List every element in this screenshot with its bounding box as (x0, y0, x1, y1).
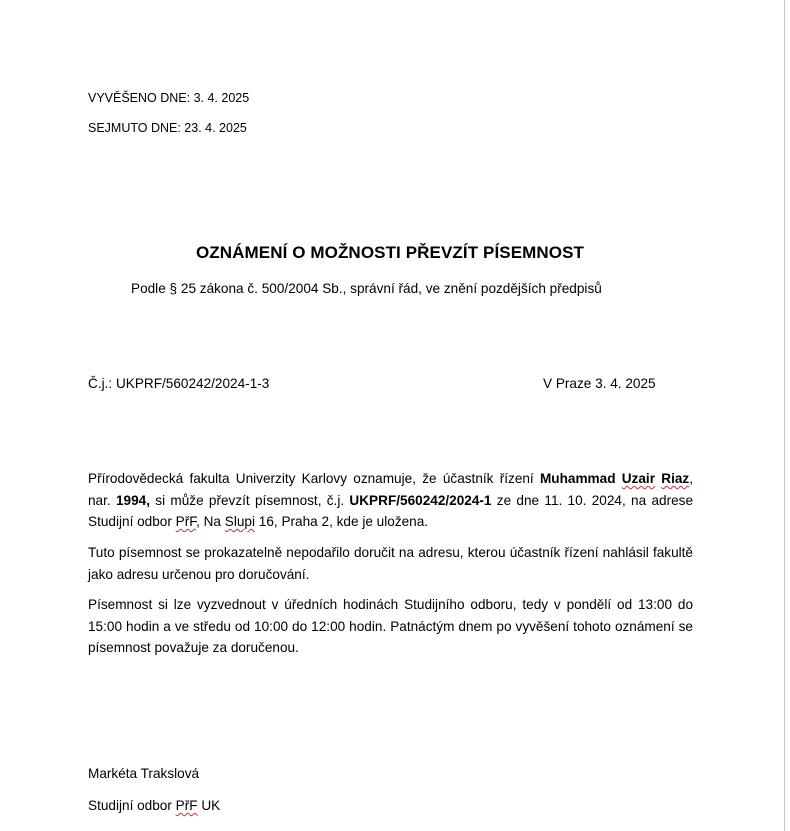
signatory-name: Markéta Trakslová (88, 766, 200, 781)
recipient-last-name: Riaz (661, 471, 690, 486)
posted-date: VYVĚŠENO DNE: 3. 4. 2025 (88, 91, 250, 105)
recipient-first-name: Muhammad (539, 471, 622, 486)
notice-intro: Přírodovědecká fakulta Univerzity Karlovy oznamuje, že účastník řízení (88, 471, 540, 486)
place-and-date: V Praze 3. 4. 2025 (543, 376, 656, 391)
birth-year: 1994, (115, 492, 150, 508)
page-title: OZNÁMENÍ O MOŽNOSTI PŘEVZÍT PÍSEMNOST (195, 243, 585, 262)
page-edge-divider (784, 0, 785, 831)
document-reference: UKPRF/560242/2024-1 (349, 492, 492, 508)
faculty-abbrev: PřF (175, 514, 197, 529)
removed-date: SEJMUTO DNE: 23. 4. 2025 (88, 121, 247, 135)
paragraph-delivery-failed: Tuto písemnost se prokazatelně nepodařilo doručit na adresu, kterou účastník řízení nahlásil fakultě jako adresu určenou pro doručování. (88, 545, 693, 582)
department-faculty-abbrev: PřF (175, 798, 198, 813)
paragraph-notice (88, 468, 693, 533)
notice-text-4: , Na (196, 514, 225, 529)
notice-text-2: si může převzít písemnost, č.j. (150, 492, 350, 508)
birth-label: , nar. (88, 471, 693, 508)
street-name: Slupi (224, 514, 256, 529)
legal-basis: Podle § 25 zákona č. 500/2004 Sb., správní řád, ve znění pozdějších předpisů (131, 281, 602, 296)
paragraph-pickup-hours: Písemnost si lze vyzvednout v úředních hodinách Studijního odboru, tedy v pondělí od 13:00 do 15:00 hodin a ve středu od 10:00 do 12:00 hodin. Patnáctým dnem po vyvěšení tohoto oznámení se písemnost považuje za doručenou. (88, 597, 693, 655)
department-prefix: Studijní odbor (88, 798, 176, 813)
recipient-name (540, 471, 689, 486)
reference-number: Č.j.: UKPRF/560242/2024-1-3 (88, 376, 270, 391)
recipient-middle-name: Uzair (621, 471, 655, 486)
notice-text-5: 16, Praha 2, kde je uložena. (255, 514, 429, 529)
department-suffix: UK (197, 798, 221, 813)
notice-text-3: ze dne 11. 10. 2024, na adrese Studijní odbor (88, 492, 694, 529)
signatory-department (88, 798, 220, 813)
